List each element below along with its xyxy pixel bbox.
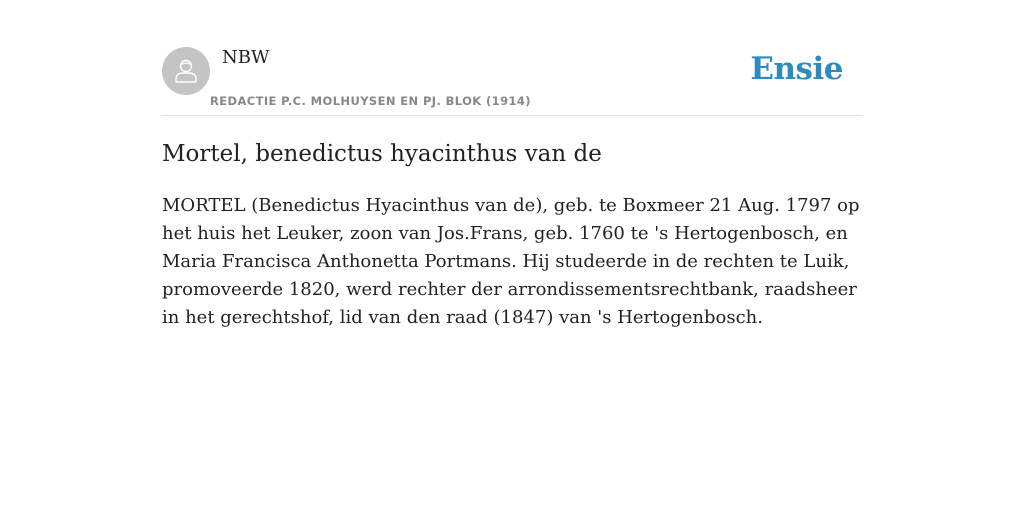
avatar[interactable] bbox=[162, 47, 210, 95]
user-icon bbox=[171, 56, 201, 86]
entry-body: MORTEL (Benedictus Hyacinthus van de), geb. te Boxmeer 21 Aug. 1797 op het huis het Leuker, zoon van Jos.Frans, geb. 1760 te 's Hertogenbosch, en Maria Francisca Anthonetta Portmans. Hij studeerde in de rechten te Luik, promoveerde 1820, werd rechter der arrondissementsrechtbank, raadsheer in het gerechtshof, lid van den raad (1847) van 's Hertogenbosch. bbox=[162, 195, 860, 328]
source-editors: REDACTIE P.C. MOLHUYSEN EN PJ. BLOK (1914) bbox=[210, 94, 531, 108]
source-name[interactable]: NBW bbox=[222, 47, 270, 68]
page-content bbox=[162, 0, 862, 512]
source-header bbox=[162, 0, 862, 116]
entry-title: Mortel, benedictus hyacinthus van de bbox=[162, 141, 602, 167]
brand-logo[interactable]: Ensie bbox=[750, 51, 843, 87]
